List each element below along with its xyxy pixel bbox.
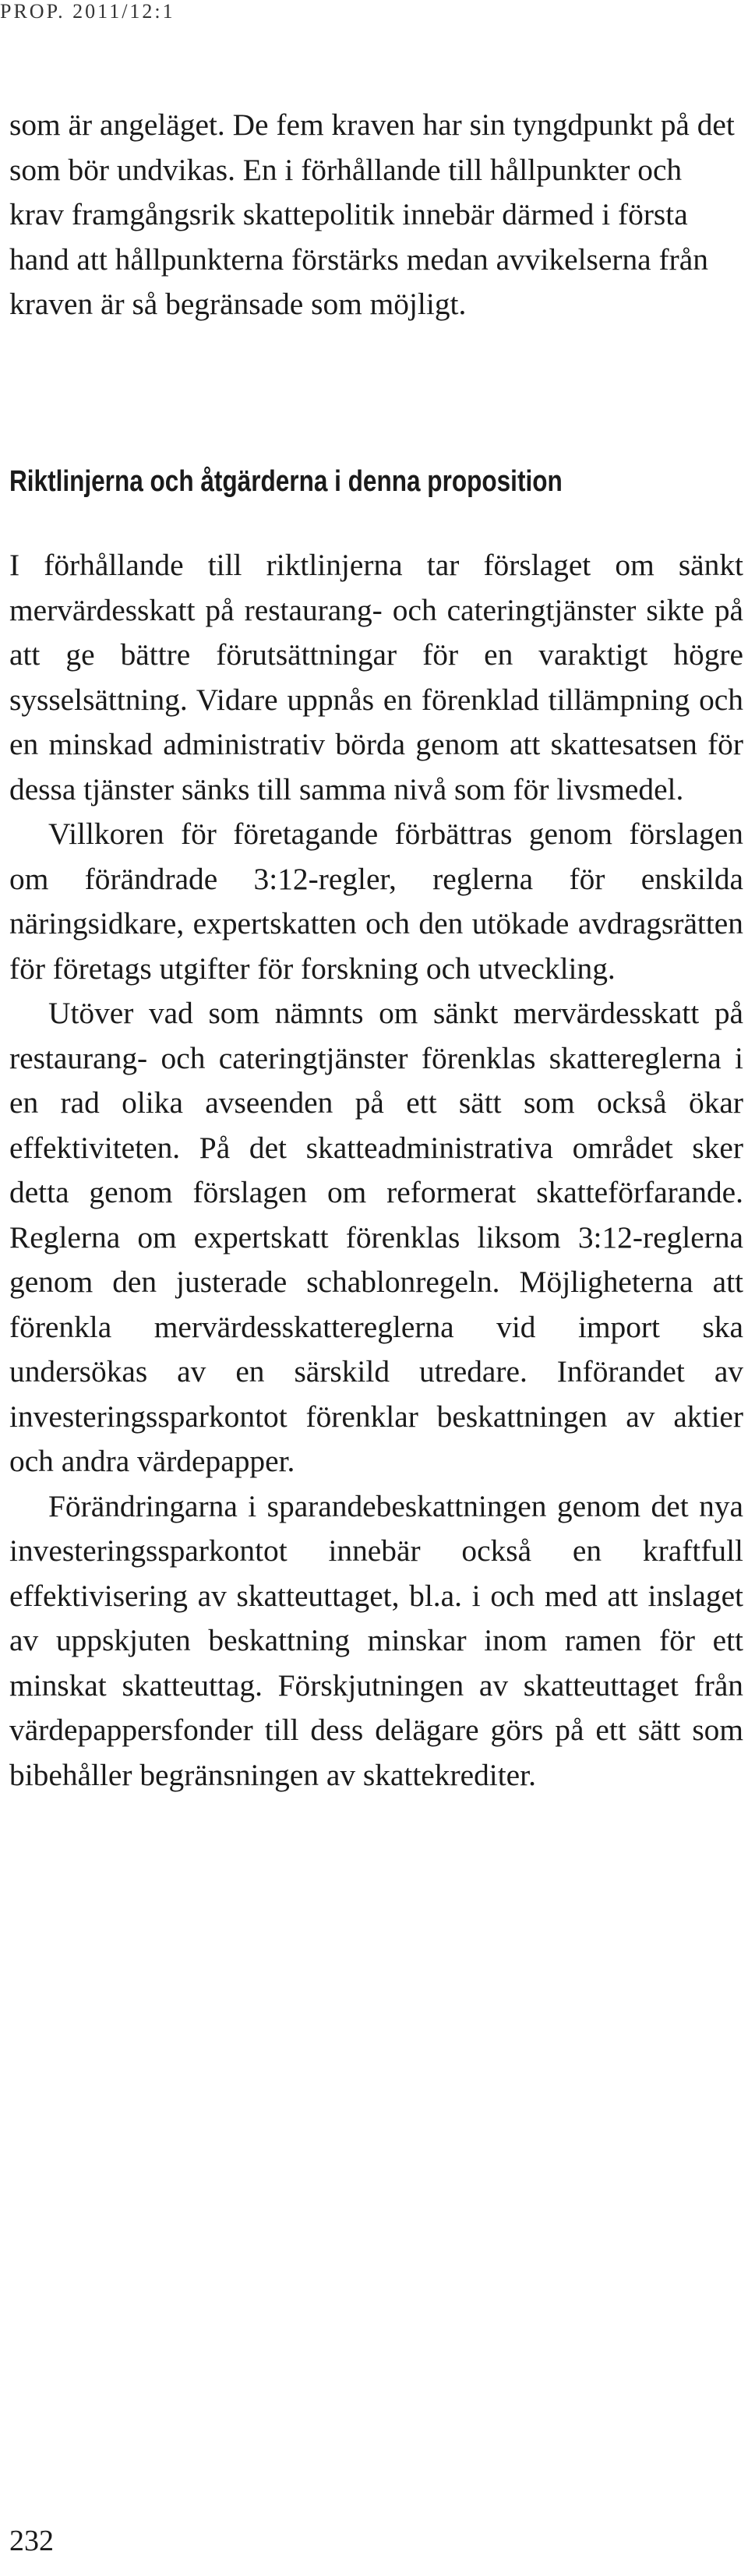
section-heading: Riktlinjerna och åtgärderna i denna proposition: [9, 465, 563, 498]
page-number: 232: [9, 2525, 54, 2557]
body-paragraph-2: Villkoren för företagande förbättras genom förslagen om förändrade 3:12-regler, reglerna för enskilda näringsidkare, expertskatten och den utökade avdragsrätten för företags utgifter för forskning och utveckling.: [9, 817, 743, 986]
body-paragraph-3: Utöver vad som nämnts om sänkt mervärdesskatt på restaurang- och cateringtjänster förenklas skattereglerna i en rad olika avseenden på ett sätt som också ökar effektiviteten. På det skatteadministrativa området sker detta genom förslagen om reformerat skatteförfarande. Reglerna om expertskatt förenklas liksom 3:12-reglerna genom den justerade schablonregeln. Möjligheterna att förenkla mervärdesskattereglerna vid import ska undersökas av en särskild utredare. Införandet av investeringssparkontot förenklar beskattningen av aktier och andra värdepapper.: [9, 996, 743, 1478]
intro-text: [9, 103, 743, 327]
section-body: [9, 543, 743, 1798]
intro-paragraph: som är angeläget. De fem kraven har sin tyngdpunkt på det som bör undvikas. En i förhållande till hållpunkter och krav framgångsrik skattepolitik innebär därmed i första hand att hållpunkterna förstärks medan avvikelserna från kraven är så begränsade som möjligt.: [9, 108, 735, 321]
body-paragraph-4: Förändringarna i sparandebeskattningen genom det nya investeringssparkontot innebär också en kraftfull effektivisering av skatteuttaget, bl.a. i och med att inslaget av uppskjuten beskattning minskar inom ramen för ett minskat skatteuttag. Förskjutningen av skatteuttaget från värdepappersfonder till dess delägare görs på ett sätt som bibehåller begränsningen av skattekrediter.: [9, 1488, 743, 1792]
body-paragraph-1: I förhållande till riktlinjerna tar förslaget om sänkt mervärdesskatt på restaurang- och cateringtjänster sikte på att ge bättre förutsättningar för en varaktigt högre sysselsättning. Vidare uppnås en förenklad tillämpning och en minskad administrativ börda genom att skattesatsen för dessa tjänster sänks till samma nivå som för livsmedel.: [9, 548, 743, 806]
running-header: PROP. 2011/12:1: [0, 0, 175, 23]
